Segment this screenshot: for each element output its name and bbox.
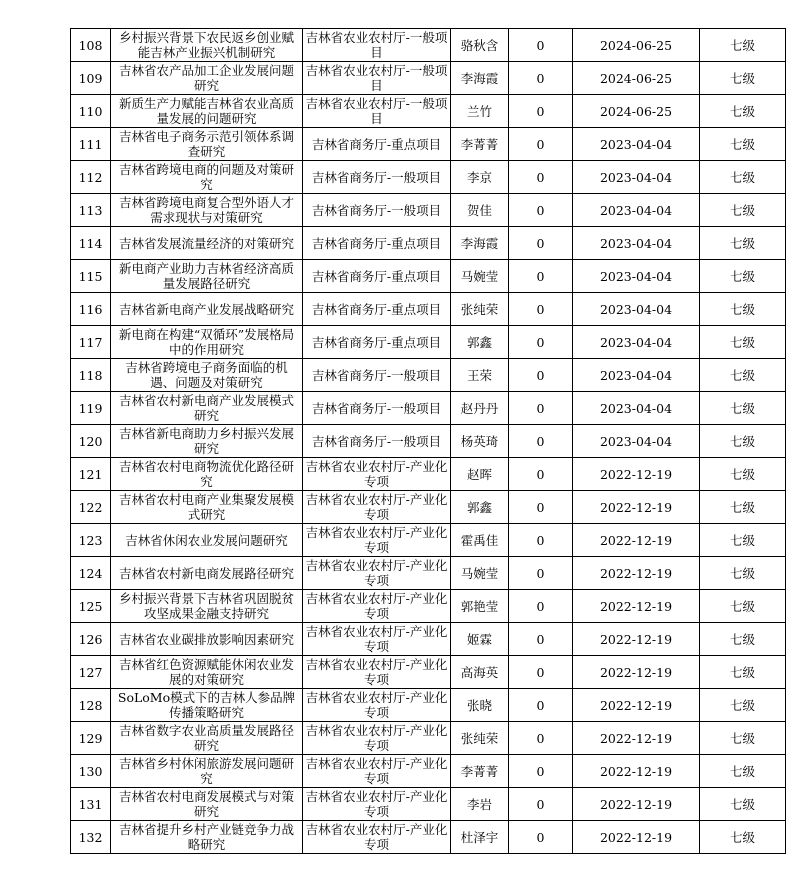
project-source-cell: 吉林省农业农村厅-产业化专项 [303,557,451,590]
value-cell: 0 [509,821,573,854]
author-cell: 李海霞 [451,62,509,95]
value-cell: 0 [509,260,573,293]
project-source-cell: 吉林省农业农村厅-产业化专项 [303,788,451,821]
project-title-cell: 吉林省农村新电商发展路径研究 [111,557,303,590]
date-cell: 2022-12-19 [573,755,700,788]
table-row [71,29,786,62]
value-cell: 0 [509,95,573,128]
project-title-cell: 吉林省跨境电商的问题及对策研究 [111,161,303,194]
value-cell: 0 [509,359,573,392]
value-cell: 0 [509,293,573,326]
project-source-cell: 吉林省商务厅-一般项目 [303,392,451,425]
level-cell: 七级 [700,326,786,359]
project-source-cell: 吉林省商务厅-一般项目 [303,161,451,194]
value-cell: 0 [509,392,573,425]
author-cell: 郭艳莹 [451,590,509,623]
value-cell: 0 [509,326,573,359]
date-cell: 2023-04-04 [573,326,700,359]
level-cell: 七级 [700,821,786,854]
project-source-cell: 吉林省农业农村厅-产业化专项 [303,623,451,656]
level-cell: 七级 [700,359,786,392]
author-cell: 马婉莹 [451,557,509,590]
table-body [71,29,786,854]
row-number-cell: 129 [71,722,111,755]
level-cell: 七级 [700,128,786,161]
date-cell: 2022-12-19 [573,524,700,557]
value-cell: 0 [509,755,573,788]
author-cell: 姬霖 [451,623,509,656]
project-title-cell: 吉林省红色资源赋能休闲农业发展的对策研究 [111,656,303,689]
table-row [71,722,786,755]
project-title-cell: 乡村振兴背景下农民返乡创业赋能吉林产业振兴机制研究 [111,29,303,62]
level-cell: 七级 [700,227,786,260]
table-row [71,788,786,821]
table-row [71,425,786,458]
author-cell: 郭鑫 [451,491,509,524]
level-cell: 七级 [700,194,786,227]
value-cell: 0 [509,491,573,524]
row-number-cell: 108 [71,29,111,62]
date-cell: 2023-04-04 [573,128,700,161]
level-cell: 七级 [700,788,786,821]
author-cell: 李岩 [451,788,509,821]
date-cell: 2022-12-19 [573,821,700,854]
value-cell: 0 [509,227,573,260]
table-row [71,656,786,689]
project-title-cell: 新电商在构建“双循环”发展格局中的作用研究 [111,326,303,359]
date-cell: 2022-12-19 [573,623,700,656]
project-title-cell: 吉林省农村电商发展模式与对策研究 [111,788,303,821]
date-cell: 2024-06-25 [573,95,700,128]
level-cell: 七级 [700,161,786,194]
row-number-cell: 123 [71,524,111,557]
project-title-cell: 新电商产业助力吉林省经济高质量发展路径研究 [111,260,303,293]
row-number-cell: 109 [71,62,111,95]
project-source-cell: 吉林省农业农村厅-产业化专项 [303,458,451,491]
table-row [71,128,786,161]
value-cell: 0 [509,656,573,689]
table-row [71,491,786,524]
row-number-cell: 115 [71,260,111,293]
project-source-cell: 吉林省农业农村厅-产业化专项 [303,689,451,722]
row-number-cell: 119 [71,392,111,425]
value-cell: 0 [509,458,573,491]
level-cell: 七级 [700,260,786,293]
project-source-cell: 吉林省商务厅-重点项目 [303,260,451,293]
level-cell: 七级 [700,425,786,458]
row-number-cell: 126 [71,623,111,656]
author-cell: 郭鑫 [451,326,509,359]
project-source-cell: 吉林省商务厅-重点项目 [303,293,451,326]
author-cell: 李海霞 [451,227,509,260]
project-title-cell: 吉林省跨境电子商务面临的机遇、问题及对策研究 [111,359,303,392]
value-cell: 0 [509,128,573,161]
row-number-cell: 132 [71,821,111,854]
table-row [71,557,786,590]
author-cell: 赵丹丹 [451,392,509,425]
project-title-cell: 吉林省乡村休闲旅游发展问题研究 [111,755,303,788]
level-cell: 七级 [700,755,786,788]
project-title-cell: 吉林省新电商助力乡村振兴发展研究 [111,425,303,458]
level-cell: 七级 [700,722,786,755]
project-title-cell: SoLoMo模式下的吉林人参品牌传播策略研究 [111,689,303,722]
project-source-cell: 吉林省农业农村厅-产业化专项 [303,590,451,623]
project-source-cell: 吉林省农业农村厅-产业化专项 [303,491,451,524]
table-row [71,524,786,557]
date-cell: 2024-06-25 [573,29,700,62]
row-number-cell: 127 [71,656,111,689]
project-source-cell: 吉林省农业农村厅-一般项目 [303,29,451,62]
date-cell: 2022-12-19 [573,689,700,722]
author-cell: 兰竹 [451,95,509,128]
row-number-cell: 125 [71,590,111,623]
author-cell: 张纯荣 [451,293,509,326]
table-row [71,392,786,425]
author-cell: 王荣 [451,359,509,392]
date-cell: 2023-04-04 [573,260,700,293]
date-cell: 2023-04-04 [573,161,700,194]
author-cell: 李菁菁 [451,128,509,161]
project-title-cell: 新质生产力赋能吉林省农业高质量发展的问题研究 [111,95,303,128]
author-cell: 李菁菁 [451,755,509,788]
table-row [71,359,786,392]
project-source-cell: 吉林省农业农村厅-产业化专项 [303,821,451,854]
table-row [71,590,786,623]
author-cell: 霍禹佳 [451,524,509,557]
table-row [71,326,786,359]
row-number-cell: 112 [71,161,111,194]
level-cell: 七级 [700,392,786,425]
author-cell: 杜泽宇 [451,821,509,854]
project-source-cell: 吉林省商务厅-重点项目 [303,326,451,359]
author-cell: 张晓 [451,689,509,722]
table-row [71,755,786,788]
row-number-cell: 130 [71,755,111,788]
project-source-cell: 吉林省农业农村厅-一般项目 [303,62,451,95]
table-row [71,260,786,293]
project-source-cell: 吉林省商务厅-重点项目 [303,128,451,161]
date-cell: 2022-12-19 [573,656,700,689]
date-cell: 2022-12-19 [573,458,700,491]
author-cell: 马婉莹 [451,260,509,293]
date-cell: 2023-04-04 [573,392,700,425]
author-cell: 赵晖 [451,458,509,491]
level-cell: 七级 [700,29,786,62]
table-row [71,62,786,95]
project-source-cell: 吉林省商务厅-一般项目 [303,359,451,392]
project-table [70,28,786,854]
project-title-cell: 吉林省电子商务示范引领体系调查研究 [111,128,303,161]
date-cell: 2023-04-04 [573,194,700,227]
table-row [71,293,786,326]
row-number-cell: 128 [71,689,111,722]
project-title-cell: 吉林省休闲农业发展问题研究 [111,524,303,557]
row-number-cell: 124 [71,557,111,590]
table-row [71,458,786,491]
date-cell: 2022-12-19 [573,722,700,755]
project-title-cell: 吉林省农业碳排放影响因素研究 [111,623,303,656]
project-title-cell: 吉林省新电商产业发展战略研究 [111,293,303,326]
project-source-cell: 吉林省农业农村厅-产业化专项 [303,656,451,689]
date-cell: 2023-04-04 [573,425,700,458]
project-source-cell: 吉林省农业农村厅-产业化专项 [303,722,451,755]
project-source-cell: 吉林省农业农村厅-一般项目 [303,95,451,128]
value-cell: 0 [509,29,573,62]
project-source-cell: 吉林省农业农村厅-产业化专项 [303,524,451,557]
level-cell: 七级 [700,491,786,524]
project-source-cell: 吉林省商务厅-一般项目 [303,194,451,227]
project-title-cell: 吉林省农村电商物流优化路径研究 [111,458,303,491]
value-cell: 0 [509,524,573,557]
row-number-cell: 111 [71,128,111,161]
row-number-cell: 114 [71,227,111,260]
project-title-cell: 吉林省提升乡村产业链竞争力战略研究 [111,821,303,854]
table-row [71,227,786,260]
date-cell: 2023-04-04 [573,293,700,326]
author-cell: 贺佳 [451,194,509,227]
row-number-cell: 118 [71,359,111,392]
value-cell: 0 [509,722,573,755]
project-source-cell: 吉林省商务厅-一般项目 [303,425,451,458]
date-cell: 2023-04-04 [573,227,700,260]
date-cell: 2024-06-25 [573,62,700,95]
level-cell: 七级 [700,95,786,128]
project-title-cell: 吉林省农村电商产业集聚发展模式研究 [111,491,303,524]
date-cell: 2022-12-19 [573,557,700,590]
value-cell: 0 [509,788,573,821]
date-cell: 2022-12-19 [573,590,700,623]
value-cell: 0 [509,425,573,458]
level-cell: 七级 [700,557,786,590]
author-cell: 骆秋含 [451,29,509,62]
table-row [71,821,786,854]
level-cell: 七级 [700,689,786,722]
value-cell: 0 [509,557,573,590]
level-cell: 七级 [700,458,786,491]
table-row [71,161,786,194]
project-title-cell: 吉林省数字农业高质量发展路径研究 [111,722,303,755]
date-cell: 2023-04-04 [573,359,700,392]
author-cell: 李京 [451,161,509,194]
date-cell: 2022-12-19 [573,491,700,524]
row-number-cell: 113 [71,194,111,227]
table-row [71,623,786,656]
project-source-cell: 吉林省农业农村厅-产业化专项 [303,755,451,788]
row-number-cell: 116 [71,293,111,326]
table-row [71,95,786,128]
project-title-cell: 吉林省农产品加工企业发展问题研究 [111,62,303,95]
author-cell: 高海英 [451,656,509,689]
value-cell: 0 [509,62,573,95]
level-cell: 七级 [700,293,786,326]
value-cell: 0 [509,623,573,656]
row-number-cell: 121 [71,458,111,491]
value-cell: 0 [509,161,573,194]
level-cell: 七级 [700,62,786,95]
level-cell: 七级 [700,590,786,623]
author-cell: 张纯荣 [451,722,509,755]
level-cell: 七级 [700,656,786,689]
row-number-cell: 110 [71,95,111,128]
project-title-cell: 吉林省跨境电商复合型外语人才需求现状与对策研究 [111,194,303,227]
value-cell: 0 [509,194,573,227]
row-number-cell: 131 [71,788,111,821]
row-number-cell: 120 [71,425,111,458]
table-row [71,194,786,227]
project-title-cell: 吉林省农村新电商产业发展模式研究 [111,392,303,425]
row-number-cell: 122 [71,491,111,524]
author-cell: 杨英琦 [451,425,509,458]
value-cell: 0 [509,590,573,623]
level-cell: 七级 [700,524,786,557]
row-number-cell: 117 [71,326,111,359]
table-row [71,689,786,722]
value-cell: 0 [509,689,573,722]
project-title-cell: 吉林省发展流量经济的对策研究 [111,227,303,260]
project-title-cell: 乡村振兴背景下吉林省巩固脱贫攻坚成果金融支持研究 [111,590,303,623]
project-source-cell: 吉林省商务厅-重点项目 [303,227,451,260]
level-cell: 七级 [700,623,786,656]
date-cell: 2022-12-19 [573,788,700,821]
